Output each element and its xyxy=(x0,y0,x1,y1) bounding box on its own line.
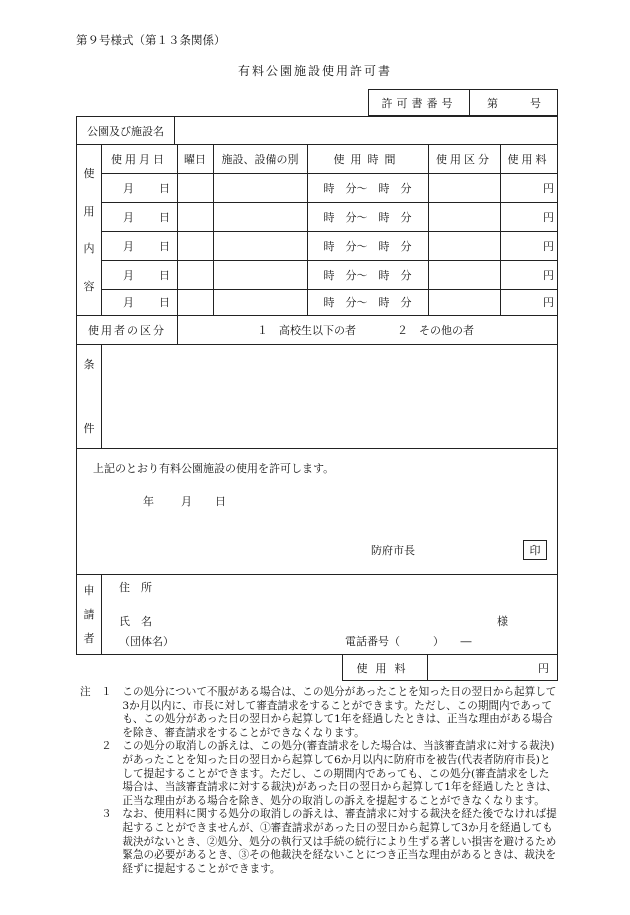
user-class-options xyxy=(177,315,557,344)
usage-row-time[interactable]: 時 分～ 時 分 xyxy=(323,296,412,309)
form-number: 第９号様式（第１３条関係） xyxy=(76,33,226,47)
usage-row-time[interactable]: 時 分～ 時 分 xyxy=(323,181,412,195)
usage-row-fee[interactable]: 円 xyxy=(543,268,554,282)
user-class-option-1[interactable]: １ 高校生以下の者 xyxy=(257,323,356,337)
conditions-label: 条 件 xyxy=(83,358,95,435)
applicant-group-label[interactable]: （団体名） xyxy=(119,635,174,648)
usage-row-fee[interactable]: 円 xyxy=(543,239,554,253)
usage-row-date[interactable]: 月 日 xyxy=(123,268,170,282)
permit-prefix: 第 xyxy=(487,96,498,110)
header-date: 使用月日 xyxy=(111,152,167,166)
fee-box xyxy=(342,655,558,681)
fee-unit[interactable]: 円 xyxy=(538,661,549,675)
header-time: 使用時間 xyxy=(333,152,402,166)
permit-suffix: 号 xyxy=(530,96,541,110)
permit-form-table xyxy=(76,116,558,655)
approval-day: 日 xyxy=(215,495,226,508)
note-item: 注 １ この処分について不服がある場合は、この処分があったことを知った日の翌日から起算して3か月以内に、市長に対して審査請求をすることができます。ただし、この期間内であっても、この処分があった日の翌日から起算して1年を経過したときは、正当な理由がある場合を除き、審査請求をすることができなくなります。 xyxy=(80,686,557,739)
page-title: 有料公園施設使用許可書 xyxy=(237,64,392,78)
permit-number-label: 許可書番号 xyxy=(369,90,470,115)
usage-row-date[interactable]: 月 日 xyxy=(123,181,170,195)
permit-number-box xyxy=(368,89,558,116)
user-class-label: 使用者の区分 xyxy=(88,323,166,337)
header-facility: 施設、設備の別 xyxy=(221,152,299,166)
applicant-label: 申 請 者 xyxy=(83,584,95,645)
usage-row-time[interactable]: 時 分～ 時 分 xyxy=(323,239,412,253)
usage-row-date[interactable]: 月 日 xyxy=(123,210,170,224)
park-facility-label: 公園及び施設名 xyxy=(87,124,164,138)
seal-stamp: 印 xyxy=(523,540,547,560)
applicant-honorific: 様 xyxy=(497,615,508,628)
fee-label: 使用料 xyxy=(343,655,428,680)
notes-section xyxy=(80,686,558,876)
usage-content-label: 使 用 内 容 xyxy=(83,166,95,294)
header-weekday: 曜日 xyxy=(184,152,206,166)
park-facility-input[interactable] xyxy=(175,117,557,144)
conditions-input[interactable] xyxy=(102,344,557,448)
user-class-option-2[interactable]: ２ その他の者 xyxy=(397,323,474,337)
usage-row-date[interactable]: 月 日 xyxy=(123,239,170,253)
permit-number-field[interactable] xyxy=(469,90,557,115)
mayor-title: 防府市長 xyxy=(371,544,415,557)
note-item: ３ なお、使用料に関する処分の取消しの訴えは、審査請求に対する裁決を経た後でなければ提起することができませんが、①審査請求があった日の翌日から起算して3か月を経過しても裁決がないとき、②処分、処分の執行又は手続の続行により生ずる著しい損害を避けるため緊急の必要があるとき、③その他裁決を経ないことにつき正当な理由があるときは、裁決を経ずに提起することができます。 xyxy=(80,808,557,875)
approval-year: 年 xyxy=(143,495,154,508)
header-fee: 使用料 xyxy=(507,152,550,166)
approval-month: 月 xyxy=(181,495,192,508)
applicant-phone-label[interactable]: 電話番号（ ） ― xyxy=(345,635,472,648)
usage-row-date[interactable]: 月 日 xyxy=(123,296,170,309)
usage-row-time[interactable]: 時 分～ 時 分 xyxy=(323,268,412,282)
usage-row-fee[interactable]: 円 xyxy=(543,296,554,309)
header-category: 使用区分 xyxy=(436,152,492,166)
note-item: ２ この処分の取消しの訴えは、この処分(審査請求をした場合は、当該審査請求に対する裁決)があったことを知った日の翌日から起算して6か月以内に防府市を被告(代表者防府市長)として提起することができます。ただし、この期間内であっても、この処分(審査請求をした場合は、当該審査請求に対する裁決)があった日の翌日から起算して1年を経過したときは、正当な理由がある場合を除き、処分の取消しの訴えを提起することができなくなります。 xyxy=(80,740,557,807)
usage-row-fee[interactable]: 円 xyxy=(543,181,554,195)
usage-row-time[interactable]: 時 分～ 時 分 xyxy=(323,210,412,224)
applicant-address-label[interactable]: 住 所 xyxy=(119,581,152,594)
approval-statement: 上記のとおり有料公園施設の使用を許可します。 xyxy=(93,462,335,475)
applicant-name-label[interactable]: 氏 名 xyxy=(119,615,152,628)
usage-row-fee[interactable]: 円 xyxy=(543,210,554,224)
